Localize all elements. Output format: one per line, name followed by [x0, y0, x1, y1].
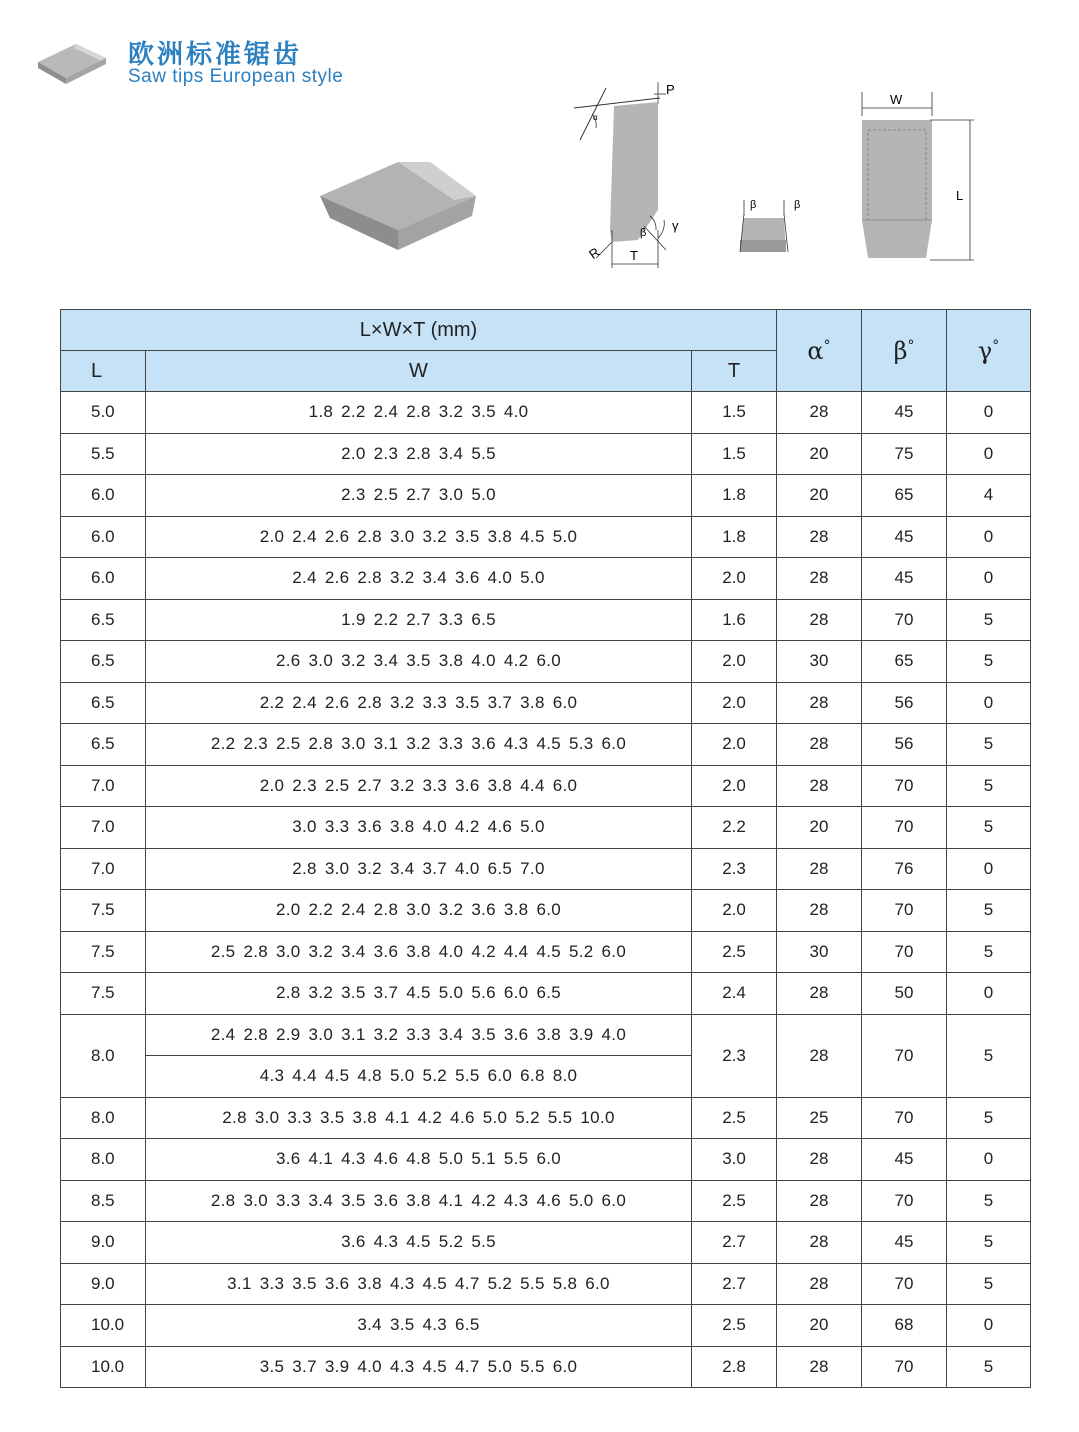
cell-l: 6.0 — [61, 558, 146, 600]
table-row — [61, 558, 1031, 600]
cell-l: 7.0 — [61, 848, 146, 890]
alpha-label: α — [593, 113, 598, 122]
cell-gamma: 5 — [947, 931, 1031, 973]
cell-gamma: 0 — [947, 516, 1031, 558]
cell-w: 3.6 4.3 4.5 5.2 5.5 — [146, 1222, 692, 1264]
cell-alpha: 28 — [777, 890, 862, 932]
cell-w: 3.4 3.5 4.3 6.5 — [146, 1305, 692, 1347]
cell-l: 7.5 — [61, 890, 146, 932]
cell-t: 2.0 — [692, 890, 777, 932]
cell-beta: 70 — [862, 931, 947, 973]
cell-t: 3.0 — [692, 1139, 777, 1181]
table-row-split-top — [61, 1014, 1031, 1056]
cell-w: 2.8 3.0 3.3 3.5 3.8 4.1 4.2 4.6 5.0 5.2 5.5 10.0 — [146, 1097, 692, 1139]
saw-tip-spec-table — [60, 309, 1031, 1388]
cell-alpha: 20 — [777, 807, 862, 849]
dimension-group-header: L×W×T (mm) — [61, 310, 777, 351]
cell-gamma: 0 — [947, 848, 1031, 890]
cell-beta: 45 — [862, 516, 947, 558]
w-label: W — [890, 92, 903, 107]
t-header: T — [692, 351, 777, 392]
cell-w: 3.5 3.7 3.9 4.0 4.3 4.5 4.7 5.0 5.5 6.0 — [146, 1346, 692, 1388]
gamma-label: γ — [672, 218, 679, 233]
cell-alpha: 28 — [777, 1263, 862, 1305]
table-row — [61, 765, 1031, 807]
cell-w: 2.5 2.8 3.0 3.2 3.4 3.6 3.8 4.0 4.2 4.4 4.5 5.2 6.0 — [146, 931, 692, 973]
cell-t: 2.7 — [692, 1222, 777, 1264]
cell-l: 8.0 — [61, 1097, 146, 1139]
cell-l: 8.5 — [61, 1180, 146, 1222]
cell-gamma: 5 — [947, 1263, 1031, 1305]
cell-w: 2.2 2.4 2.6 2.8 3.2 3.3 3.5 3.7 3.8 6.0 — [146, 682, 692, 724]
cell-beta: 70 — [862, 599, 947, 641]
table-row — [61, 931, 1031, 973]
cell-w: 3.6 4.1 4.3 4.6 4.8 5.0 5.1 5.5 6.0 — [146, 1139, 692, 1181]
cell-gamma: 5 — [947, 890, 1031, 932]
cell-t: 2.3 — [692, 1014, 777, 1097]
cell-beta: 45 — [862, 1139, 947, 1181]
cell-t: 1.5 — [692, 433, 777, 475]
cell-beta: 70 — [862, 1014, 947, 1097]
cell-beta: 70 — [862, 1180, 947, 1222]
cell-l: 5.0 — [61, 392, 146, 434]
table-row — [61, 807, 1031, 849]
table-row — [61, 848, 1031, 890]
cell-alpha: 28 — [777, 1014, 862, 1097]
cell-t: 2.4 — [692, 973, 777, 1015]
cell-w-line2: 4.3 4.4 4.5 4.8 5.0 5.2 5.5 6.0 6.8 8.0 — [146, 1056, 692, 1098]
page-header — [0, 0, 1079, 300]
cell-gamma: 0 — [947, 682, 1031, 724]
cell-alpha: 30 — [777, 641, 862, 683]
title-chinese: 欧洲标准锯齿 — [128, 40, 303, 70]
beta-header: β° — [862, 310, 947, 392]
cell-t: 2.0 — [692, 724, 777, 766]
cell-t: 1.5 — [692, 392, 777, 434]
cell-gamma: 0 — [947, 973, 1031, 1015]
cell-w: 3.1 3.3 3.5 3.6 3.8 4.3 4.5 4.7 5.2 5.5 5.8 6.0 — [146, 1263, 692, 1305]
front-view-diagram — [728, 192, 810, 262]
table-row — [61, 1305, 1031, 1347]
r-label: R — [586, 244, 603, 263]
cell-alpha: 28 — [777, 724, 862, 766]
cell-l: 6.0 — [61, 516, 146, 558]
cell-alpha: 28 — [777, 516, 862, 558]
beta-right-label: β — [794, 199, 801, 211]
cell-beta: 70 — [862, 1346, 947, 1388]
cell-beta: 65 — [862, 641, 947, 683]
cell-t: 2.5 — [692, 1180, 777, 1222]
cell-gamma: 0 — [947, 392, 1031, 434]
cell-w: 2.8 3.2 3.5 3.7 4.5 5.0 5.6 6.0 6.5 — [146, 973, 692, 1015]
cell-w: 2.8 3.0 3.3 3.4 3.5 3.6 3.8 4.1 4.2 4.3 4.6 5.0 6.0 — [146, 1180, 692, 1222]
cell-gamma: 4 — [947, 475, 1031, 517]
cell-t: 2.5 — [692, 931, 777, 973]
t-label: T — [630, 248, 638, 263]
alpha-header: α° — [777, 310, 862, 392]
cell-w: 2.0 2.4 2.6 2.8 3.0 3.2 3.5 3.8 4.5 5.0 — [146, 516, 692, 558]
cell-beta: 70 — [862, 807, 947, 849]
cell-w: 2.3 2.5 2.7 3.0 5.0 — [146, 475, 692, 517]
cell-alpha: 28 — [777, 682, 862, 724]
table-row — [61, 392, 1031, 434]
cell-t: 2.3 — [692, 848, 777, 890]
table-row — [61, 1263, 1031, 1305]
cell-l: 7.0 — [61, 765, 146, 807]
cell-t: 2.5 — [692, 1305, 777, 1347]
cell-l: 7.5 — [61, 973, 146, 1015]
cell-w: 1.8 2.2 2.4 2.8 3.2 3.5 4.0 — [146, 392, 692, 434]
cell-t: 1.6 — [692, 599, 777, 641]
cell-l: 10.0 — [61, 1346, 146, 1388]
cell-alpha: 25 — [777, 1097, 862, 1139]
table-row — [61, 599, 1031, 641]
saw-tip-logo-icon — [36, 40, 108, 86]
l-label: L — [956, 188, 964, 203]
cell-alpha: 28 — [777, 848, 862, 890]
l-header: L — [61, 351, 146, 392]
table-row — [61, 1222, 1031, 1264]
cell-l: 7.0 — [61, 807, 146, 849]
cell-gamma: 5 — [947, 1180, 1031, 1222]
cell-gamma: 5 — [947, 765, 1031, 807]
cell-gamma: 0 — [947, 433, 1031, 475]
cell-w: 2.4 2.6 2.8 3.2 3.4 3.6 4.0 5.0 — [146, 558, 692, 600]
cell-alpha: 28 — [777, 1139, 862, 1181]
cell-gamma: 0 — [947, 1139, 1031, 1181]
cell-w: 2.0 2.2 2.4 2.8 3.0 3.2 3.6 3.8 6.0 — [146, 890, 692, 932]
cell-gamma: 0 — [947, 558, 1031, 600]
beta-label: β — [640, 227, 647, 239]
cell-gamma: 5 — [947, 1097, 1031, 1139]
cell-beta: 45 — [862, 558, 947, 600]
table-row — [61, 641, 1031, 683]
cell-l: 5.5 — [61, 433, 146, 475]
cell-t: 1.8 — [692, 475, 777, 517]
cell-t: 2.7 — [692, 1263, 777, 1305]
cell-beta: 75 — [862, 433, 947, 475]
cell-t: 2.0 — [692, 641, 777, 683]
cell-l: 7.5 — [61, 931, 146, 973]
cell-beta: 70 — [862, 1097, 947, 1139]
table-row — [61, 516, 1031, 558]
cell-beta: 45 — [862, 392, 947, 434]
cell-beta: 56 — [862, 724, 947, 766]
cell-w-line1: 2.4 2.8 2.9 3.0 3.1 3.2 3.3 3.4 3.5 3.6 3.8 3.9 4.0 — [146, 1014, 692, 1056]
cell-alpha: 20 — [777, 433, 862, 475]
cell-alpha: 28 — [777, 1222, 862, 1264]
cell-gamma: 0 — [947, 1305, 1031, 1347]
cell-beta: 70 — [862, 1263, 947, 1305]
cell-w: 2.2 2.3 2.5 2.8 3.0 3.1 3.2 3.3 3.6 4.3 4.5 5.3 6.0 — [146, 724, 692, 766]
table-row — [61, 1139, 1031, 1181]
cell-l: 9.0 — [61, 1263, 146, 1305]
cell-beta: 76 — [862, 848, 947, 890]
cell-w: 2.8 3.0 3.2 3.4 3.7 4.0 6.5 7.0 — [146, 848, 692, 890]
cell-l: 6.5 — [61, 682, 146, 724]
p-label: P — [666, 82, 675, 97]
cell-w: 2.0 2.3 2.8 3.4 5.5 — [146, 433, 692, 475]
cell-l: 6.5 — [61, 724, 146, 766]
table-row — [61, 890, 1031, 932]
cell-beta: 65 — [862, 475, 947, 517]
cell-t: 2.8 — [692, 1346, 777, 1388]
table-row — [61, 973, 1031, 1015]
cell-gamma: 5 — [947, 599, 1031, 641]
saw-tip-3d-illustration — [316, 156, 480, 252]
cell-l: 6.5 — [61, 599, 146, 641]
cell-gamma: 5 — [947, 807, 1031, 849]
cell-w: 2.6 3.0 3.2 3.4 3.5 3.8 4.0 4.2 6.0 — [146, 641, 692, 683]
cell-alpha: 28 — [777, 973, 862, 1015]
cell-beta: 45 — [862, 1222, 947, 1264]
cell-w: 2.0 2.3 2.5 2.7 3.2 3.3 3.6 3.8 4.4 6.0 — [146, 765, 692, 807]
table-row — [61, 1346, 1031, 1388]
cell-beta: 56 — [862, 682, 947, 724]
cell-l: 6.0 — [61, 475, 146, 517]
title-english: Saw tips European style — [128, 66, 344, 87]
cell-l: 8.0 — [61, 1139, 146, 1181]
cell-gamma: 5 — [947, 1346, 1031, 1388]
table-row — [61, 724, 1031, 766]
cell-t: 2.5 — [692, 1097, 777, 1139]
table-row — [61, 475, 1031, 517]
cell-l: 9.0 — [61, 1222, 146, 1264]
cell-t: 2.0 — [692, 765, 777, 807]
cell-t: 2.0 — [692, 558, 777, 600]
cell-beta: 50 — [862, 973, 947, 1015]
cell-alpha: 28 — [777, 558, 862, 600]
cell-alpha: 30 — [777, 931, 862, 973]
cell-l: 8.0 — [61, 1014, 146, 1097]
table-row — [61, 682, 1031, 724]
gamma-header: γ° — [947, 310, 1031, 392]
cell-alpha: 28 — [777, 1180, 862, 1222]
cell-gamma: 5 — [947, 1014, 1031, 1097]
cell-alpha: 28 — [777, 599, 862, 641]
cell-gamma: 5 — [947, 724, 1031, 766]
header-row-group — [61, 310, 1031, 351]
cell-gamma: 5 — [947, 1222, 1031, 1264]
cell-t: 2.0 — [692, 682, 777, 724]
cell-l: 10.0 — [61, 1305, 146, 1347]
cell-beta: 68 — [862, 1305, 947, 1347]
cell-alpha: 28 — [777, 1346, 862, 1388]
cell-t: 1.8 — [692, 516, 777, 558]
cell-beta: 70 — [862, 765, 947, 807]
cell-alpha: 20 — [777, 475, 862, 517]
table-row — [61, 1180, 1031, 1222]
w-header: W — [146, 351, 692, 392]
top-view-diagram — [852, 88, 980, 268]
cell-w: 3.0 3.3 3.6 3.8 4.0 4.2 4.6 5.0 — [146, 807, 692, 849]
cell-l: 6.5 — [61, 641, 146, 683]
table-row — [61, 1097, 1031, 1139]
cell-alpha: 28 — [777, 392, 862, 434]
table-row — [61, 433, 1031, 475]
cell-beta: 70 — [862, 890, 947, 932]
side-view-diagram — [568, 80, 688, 270]
cell-alpha: 28 — [777, 765, 862, 807]
beta-left-label: β — [750, 199, 757, 211]
cell-w: 1.9 2.2 2.7 3.3 6.5 — [146, 599, 692, 641]
cell-gamma: 5 — [947, 641, 1031, 683]
cell-alpha: 20 — [777, 1305, 862, 1347]
cell-t: 2.2 — [692, 807, 777, 849]
